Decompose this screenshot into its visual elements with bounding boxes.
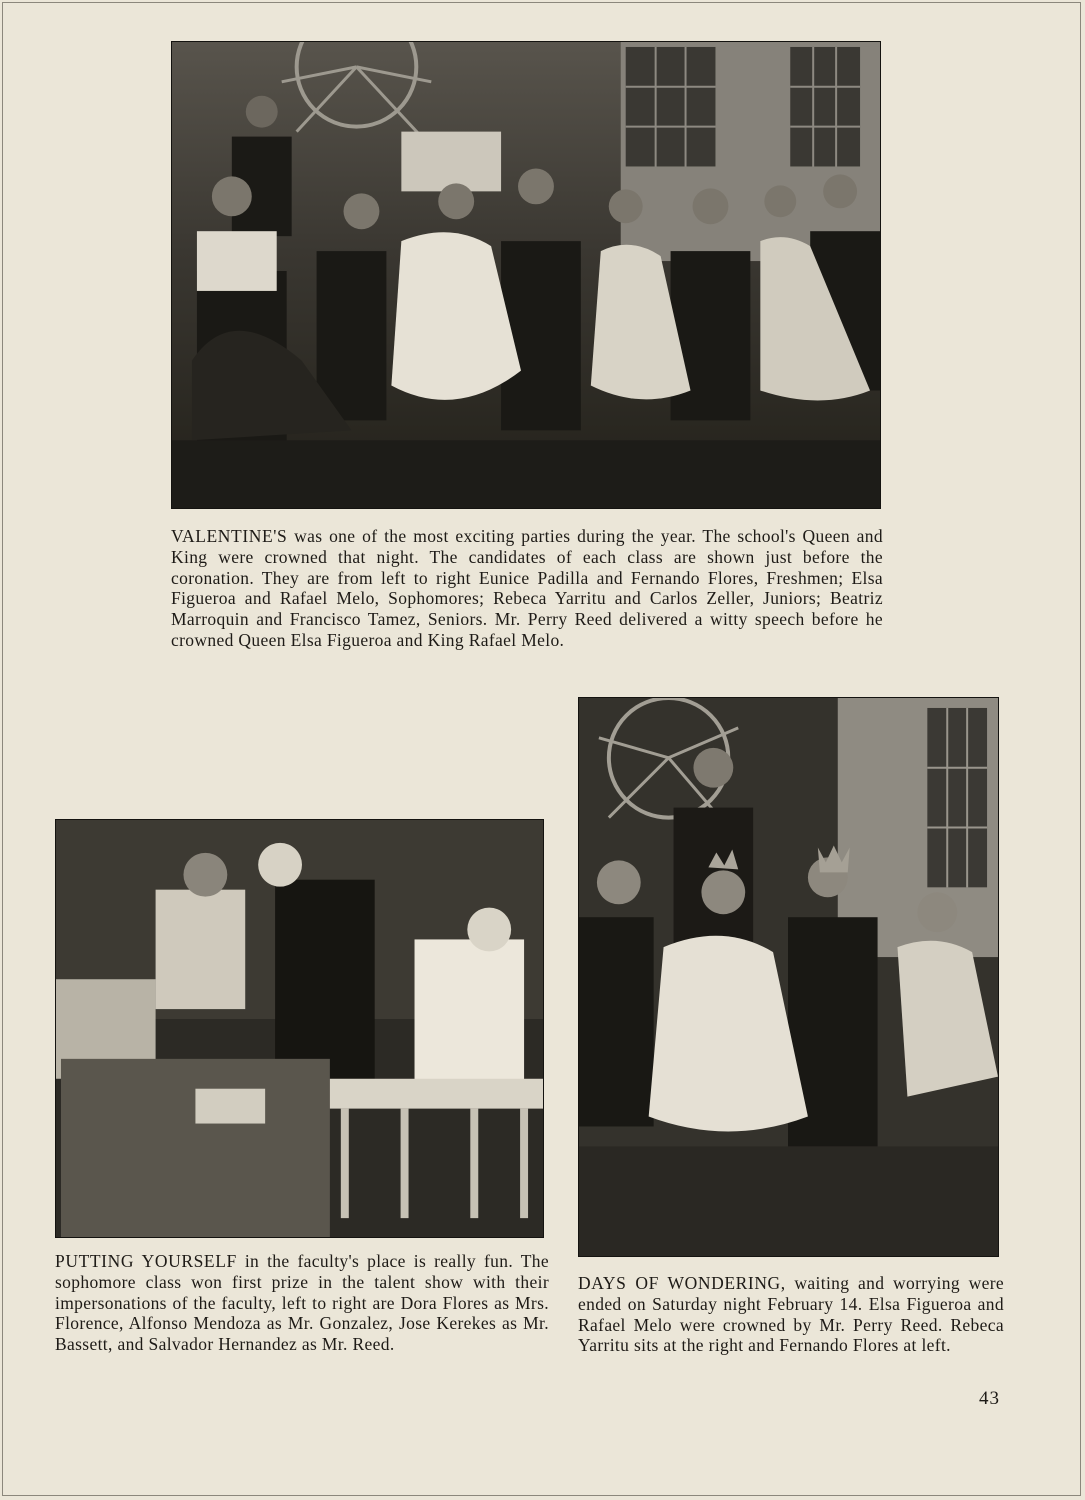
putting-yourself-caption — [55, 1251, 549, 1355]
valentines-party-photo — [171, 41, 881, 509]
putting-yourself-lead: PUTTING YOURSELF — [55, 1251, 237, 1271]
page-number: 43 — [979, 1388, 1000, 1409]
faculty-impersonation-photo — [55, 819, 544, 1238]
days-of-wondering-body: waiting and worrying were ended on Saturday night February 14. Elsa Figueroa and Rafael Melo were crowned by Mr. Perry Reed. Rebeca Yarritu sits at the right and Fernando Flores at left. — [578, 1273, 1004, 1356]
days-of-wondering-caption — [578, 1273, 1004, 1356]
valentines-lead: VALENTINE'S — [171, 526, 288, 546]
valentines-caption — [171, 526, 883, 651]
days-of-wondering-lead: DAYS OF WONDERING, — [578, 1273, 786, 1293]
coronation-photo — [578, 697, 999, 1257]
valentines-body: was one of the most exciting parties during the year. The school's Queen and King were crowned that night. The candidates of each class are shown just before the coronation. They are from left to right Eunice Padilla and Fernando Flores, Freshmen; Elsa Figueroa and Rafael Melo, Sophomores; Rebeca Yarritu and Carlos Zeller, Juniors; Beatriz Marroquin and Francisco Tamez, Seniors. Mr. Perry Reed delivered a witty speech before he crowned Queen Elsa Figueroa and King Rafael Melo. — [171, 526, 883, 650]
putting-yourself-body: in the faculty's place is really fun. The sophomore class won first prize in the talent show with their impersonations of the faculty, left to right are Dora Flores as Mrs. Florence, Alfonso Mendoza as Mr. Gonzalez, Jose Kerekes as Mr. Bassett, and Salvador Hernandez as Mr. Reed. — [55, 1251, 549, 1355]
